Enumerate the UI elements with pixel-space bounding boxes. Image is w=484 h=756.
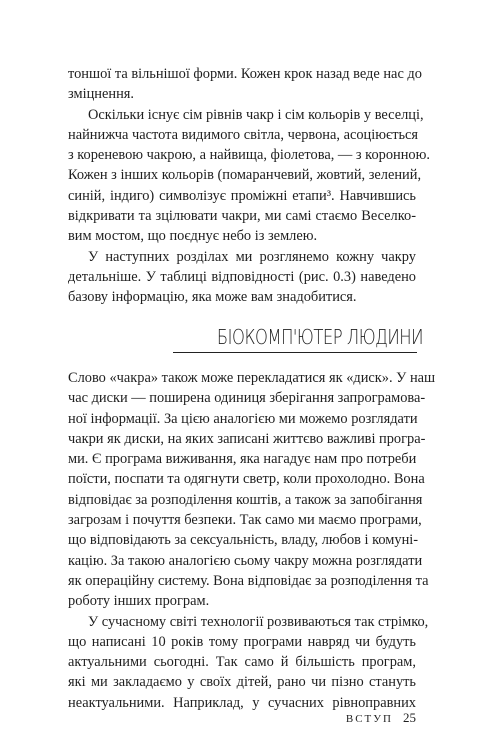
text-line: тоншої та вільнішої форми. Кожен крок назад веде нас до (68, 66, 422, 82)
heading-underline (173, 352, 417, 353)
text-line: що відповідають за сексуальність, владу, любов і комуні- (68, 532, 419, 549)
text-line: найнижча частота видимого світла, червона, асоціюється (68, 126, 419, 143)
text-line: ми. Є програма виживання, яка нагадує нам про потреби (68, 451, 417, 468)
text-line: як операційну систему. Вона відповідає за розподілення та (68, 572, 429, 589)
section-heading: БІОКОМП'ЮТЕР ЛЮДИНИ (216, 325, 423, 349)
text-line: У сучасному світі технології розвиваються так стрімко, (88, 613, 429, 630)
text-line: чакри як диски, на яких записані життєво важливі програ- (68, 430, 426, 447)
text-line: що написані 10 років тому програми навряд чи будуть (68, 633, 416, 650)
page-number: 25 (403, 710, 416, 725)
text-line: поїсти, поспати та одягнути светр, коли прохолодно. Вона (68, 471, 425, 488)
text-line: базову інформацію, яка може вам знадобитися. (68, 289, 357, 306)
text-line: з кореневою чакрою, а найвища, фіолетова, — з коронною. (68, 147, 430, 164)
text-line: Оскільки існує сім рівнів чакр і сім кольорів у веселці, (88, 106, 424, 123)
text-line: відповідає за розподілення коштів, а також за запобігання (68, 491, 423, 508)
text-line: Слово «чакра» також може перекладатися як «диск». У наш (68, 370, 436, 386)
text-line: У наступних розділах ми розглянемо кожну чакру (88, 248, 416, 265)
text-line: ної інформації. За цією аналогією ми можемо розглядати (68, 410, 418, 427)
text-line: кацію. За такою аналогією сьому чакру можна розглядати (68, 552, 423, 569)
text-line: детальніше. У таблиці відповідності (рис. 0.3) наведено (68, 268, 416, 285)
text-line: загрозам і почуття безпеки. Так само ми маємо програми, (68, 512, 422, 529)
text-line: роботу інших програм. (68, 593, 210, 610)
body-text-upper (68, 64, 430, 308)
page-footer (300, 710, 416, 727)
body-text-lower (68, 368, 436, 713)
text-line: вим мостом, що поєднує небо із землею. (68, 228, 318, 245)
text-line: відкривати та зцілювати чакри, ми самі стаємо Веселко- (68, 208, 416, 225)
running-footer-section: ВСТУП (345, 713, 393, 725)
text-line: які ми закладаємо у своїх дітей, рано чи пізно стануть (68, 674, 416, 691)
text-line: актуальними сьогодні. Так само й більшість програм, (68, 654, 416, 671)
text-line: зміцнення. (68, 86, 134, 103)
text-line: час диски — поширена одиниця зберігання запрограмова- (68, 390, 426, 407)
text-line: неактуальними. Наприклад, у сучасних рівноправних (68, 694, 416, 711)
text-line: Кожен з інших кольорів (помаранчевий, жовтий, зелений, (68, 167, 422, 184)
text-line: синій, індиго) символізує проміжні етапи³. Навчившись (68, 187, 416, 204)
